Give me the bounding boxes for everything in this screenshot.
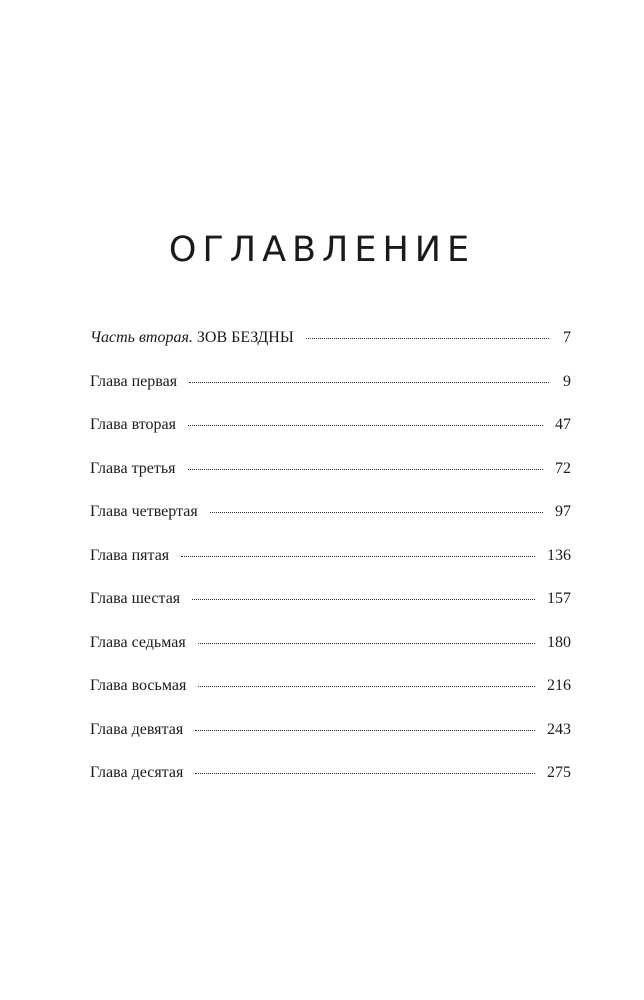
dot-leader <box>195 772 535 774</box>
dot-leader <box>181 555 535 557</box>
page-title: ОГЛАВЛЕНИЕ <box>168 230 476 270</box>
toc-page-number: 72 <box>555 459 571 477</box>
toc-chapter-entry <box>90 761 571 805</box>
toc-chapter-entry <box>90 587 571 631</box>
toc-chapter-entry <box>90 544 571 588</box>
table-of-contents <box>90 326 571 805</box>
toc-page-number: 157 <box>547 590 571 607</box>
toc-chapter-label: Глава первая <box>90 372 178 390</box>
toc-chapter-entry <box>90 370 571 414</box>
toc-chapter-entry <box>90 631 571 675</box>
toc-page-number: 243 <box>547 720 571 738</box>
toc-chapter-label: Глава девятая <box>90 720 184 738</box>
dot-leader <box>189 381 549 383</box>
toc-page-number: 47 <box>555 416 571 433</box>
toc-page-number: 7 <box>563 329 571 346</box>
toc-part-name: ЗОВ БЕЗДНЫ <box>196 329 294 346</box>
toc-part-entry <box>90 326 571 370</box>
toc-page-number: 9 <box>563 372 571 390</box>
toc-page-number: 97 <box>555 503 571 520</box>
toc-page-number: 180 <box>547 633 571 651</box>
toc-chapter-label: Глава четвертая <box>90 503 198 520</box>
dot-leader <box>188 424 543 426</box>
toc-chapter-label: Глава пятая <box>90 546 170 564</box>
toc-part-prefix: Часть вторая. <box>90 329 193 346</box>
dot-leader <box>188 468 543 470</box>
toc-chapter-label: Глава вторая <box>90 416 176 433</box>
toc-chapter-entry <box>90 457 571 501</box>
dot-leader <box>210 511 543 513</box>
toc-chapter-entry <box>90 674 571 718</box>
dot-leader <box>306 337 549 339</box>
dot-leader <box>198 685 535 687</box>
toc-chapter-label: Глава шестая <box>90 590 181 607</box>
toc-chapter-label: Глава десятая <box>90 764 184 781</box>
toc-chapter-entry <box>90 413 571 457</box>
toc-page-number: 136 <box>547 546 571 564</box>
dot-leader <box>192 598 535 600</box>
toc-chapter-label: Глава восьмая <box>90 677 187 694</box>
toc-page-number: 216 <box>547 677 571 694</box>
toc-chapter-entry <box>90 718 571 762</box>
dot-leader <box>198 642 535 644</box>
toc-page-number: 275 <box>547 764 571 781</box>
toc-part-label <box>90 326 294 350</box>
dot-leader <box>195 729 535 731</box>
toc-chapter-label: Глава седьмая <box>90 633 186 651</box>
toc-chapter-entry <box>90 500 571 544</box>
toc-chapter-label: Глава третья <box>90 459 176 477</box>
